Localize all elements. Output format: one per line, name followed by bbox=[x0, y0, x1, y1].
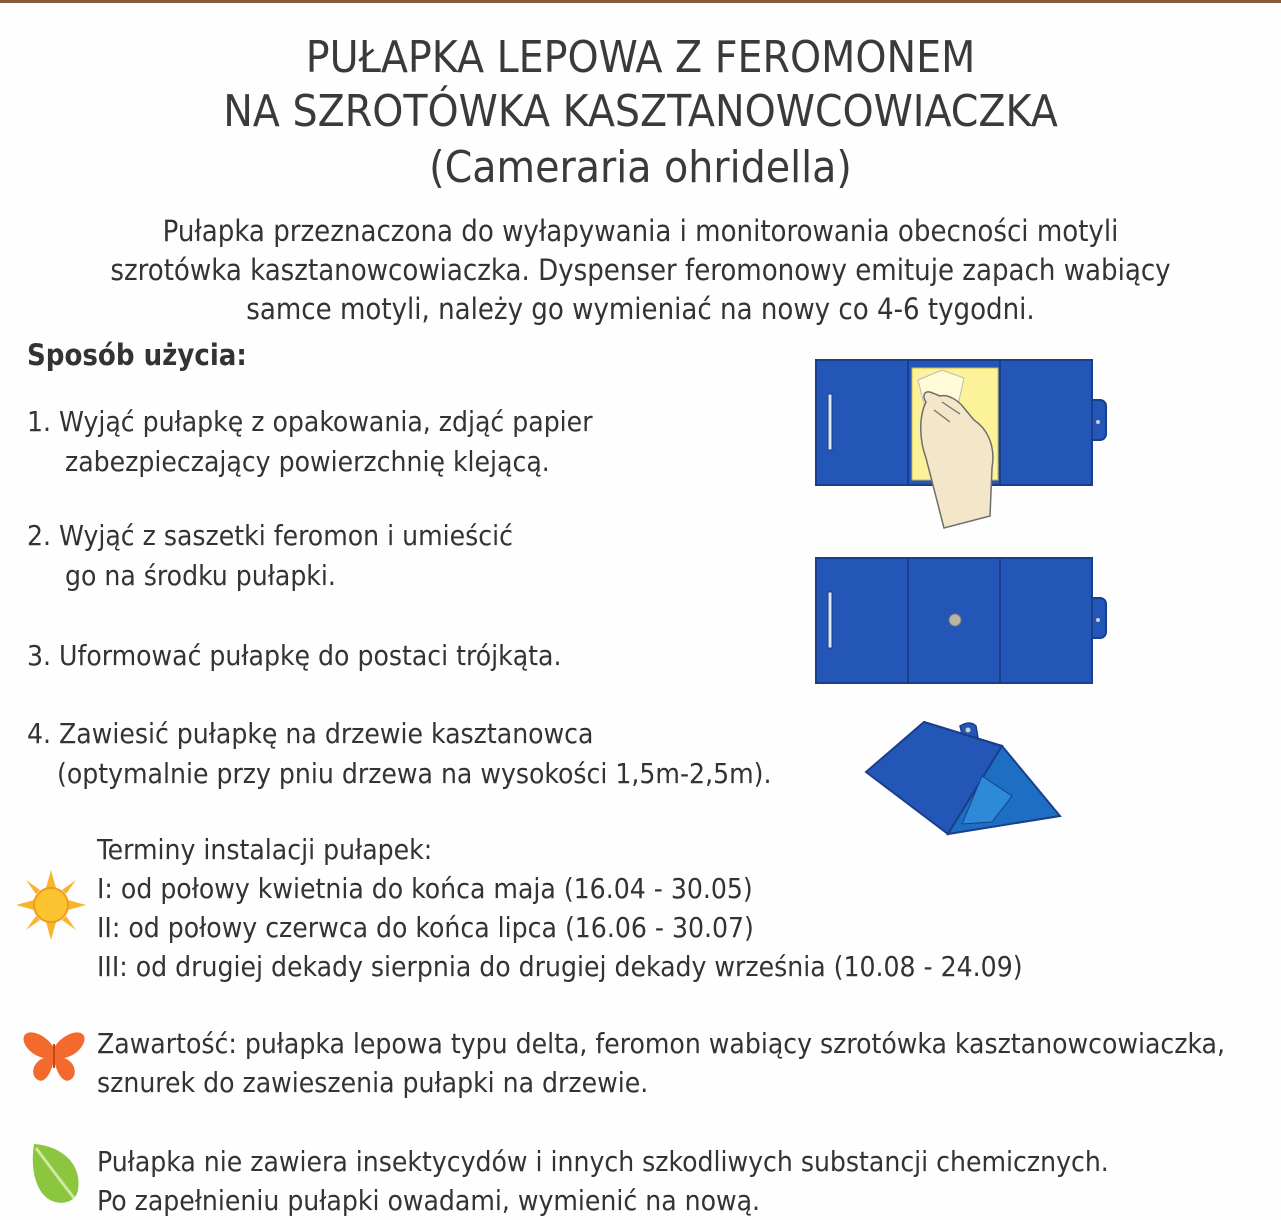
delta-trap-illustration bbox=[862, 716, 1066, 840]
top-border bbox=[0, 0, 1281, 3]
intro-paragraph bbox=[40, 212, 1241, 329]
usage-step-3 bbox=[27, 636, 562, 676]
step-text: 2. Wyjąć z saszetki feromon i umieścić bbox=[27, 519, 513, 552]
contents-line: Zawartość: pułapka lepowa typu delta, feromon wabiący szrotówka kasztanowcowiaczka, bbox=[97, 1027, 1225, 1060]
step-text-continued: go na środku pułapki. bbox=[65, 559, 336, 592]
terms-item: I: od połowy kwietnia do końca maja (16.04 - 30.05) bbox=[97, 872, 753, 905]
intro-line: Pułapka przeznaczona do wyłapywania i monitorowania obecności motyli bbox=[162, 214, 1119, 248]
terms-item: III: od drugiej dekady sierpnia do drugiej dekady września (10.08 - 24.09) bbox=[97, 950, 1023, 983]
step-text-continued: (optymalnie przy pniu drzewa na wysokości 1,5m-2,5m). bbox=[57, 757, 772, 790]
installation-terms bbox=[97, 830, 1023, 986]
butterfly-icon bbox=[22, 1030, 86, 1084]
usage-step-2 bbox=[27, 516, 513, 596]
intro-line: samce motyli, należy go wymieniać na nowy co 4-6 tygodni. bbox=[246, 292, 1035, 326]
leaf-icon bbox=[28, 1140, 84, 1206]
trap-pheromone-illustration bbox=[814, 556, 1110, 688]
title-line-1: PUŁAPKA LEPOWA Z FEROMONEM bbox=[305, 32, 976, 83]
intro-line: szrotówka kasztanowcowiaczka. Dyspenser feromonowy emituje zapach wabiący bbox=[110, 253, 1171, 287]
sun-icon bbox=[16, 870, 86, 940]
step-text: 1. Wyjąć pułapkę z opakowania, zdjąć papier bbox=[27, 405, 593, 438]
terms-heading: Terminy instalacji pułapek: bbox=[97, 833, 433, 866]
terms-item: II: od połowy czerwca do końca lipca (16.06 - 30.07) bbox=[97, 911, 754, 944]
step-text-continued: zabezpieczający powierzchnię klejącą. bbox=[65, 445, 550, 478]
title-line-2: NA SZROTÓWKA KASZTANOWCOWIACZKA bbox=[223, 86, 1058, 137]
note-line: Pułapka nie zawiera insektycydów i innych szkodliwych substancji chemicznych. bbox=[97, 1145, 1109, 1178]
usage-step-1 bbox=[27, 402, 593, 482]
usage-step-4 bbox=[27, 714, 771, 794]
contents-line: sznurek do zawieszenia pułapki na drzewie. bbox=[97, 1066, 649, 1099]
note-line: Po zapełnieniu pułapki owadami, wymienić na nową. bbox=[97, 1184, 761, 1217]
step-text: 4. Zawiesić pułapkę na drzewie kasztanowca bbox=[27, 717, 594, 750]
trap-peel-illustration bbox=[814, 358, 1110, 538]
step-text: 3. Uformować pułapkę do postaci trójkąta. bbox=[27, 639, 562, 672]
usage-heading: Sposób użycia: bbox=[27, 338, 247, 372]
package-contents bbox=[97, 1024, 1225, 1102]
safety-note bbox=[97, 1142, 1109, 1220]
title-latin-name: (Cameraria ohridella) bbox=[429, 142, 852, 193]
